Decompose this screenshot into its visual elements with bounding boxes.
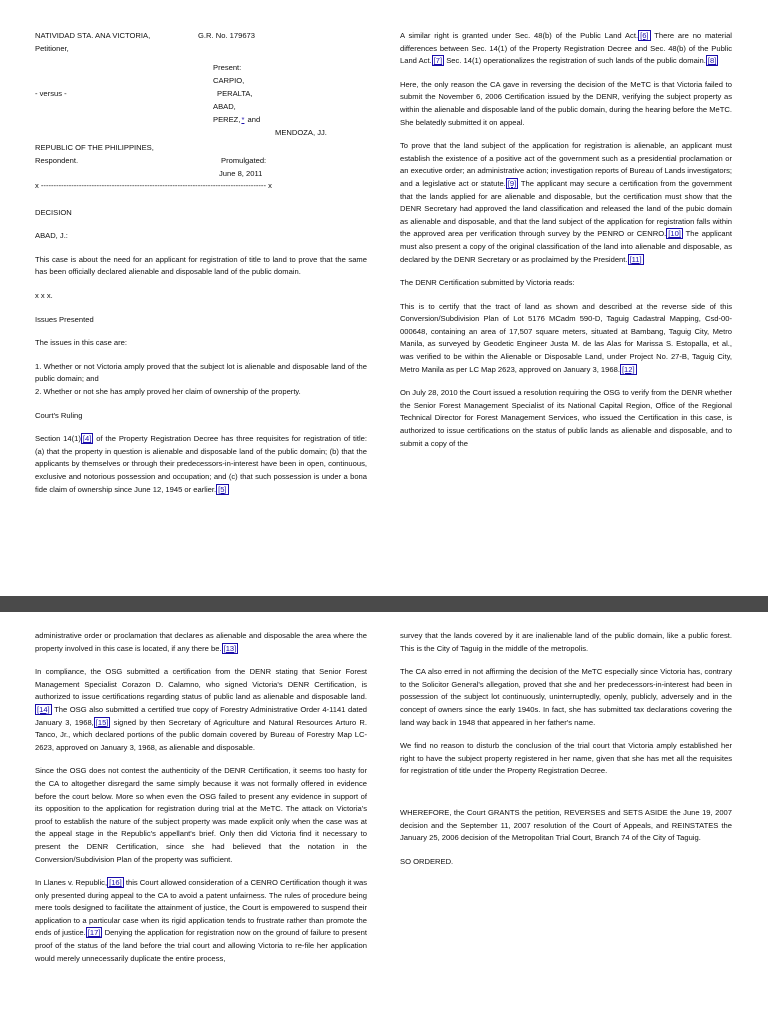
survey-paragraph: survey that the lands covered by it are inalienable land of the public domain, like a public forest. This is the City of Taguig in the middle of the metropolis. [400, 631, 732, 653]
intro-paragraph: This case is about the need for an applicant for registration of title to land to prove that the same has been officially declared alienable and disposable land of the public domain. [35, 254, 367, 277]
and-word: and [247, 115, 261, 124]
llanes-paragraph [35, 877, 367, 965]
justice-mendoza: MENDOZA, JJ. [275, 128, 327, 137]
page2-right-column [400, 630, 732, 879]
justice-abad: ABAD, [213, 102, 236, 111]
decision-heading: DECISION [35, 207, 72, 217]
perez-note-link[interactable]: * [241, 115, 245, 124]
footnote-16-link[interactable]: [16] [109, 878, 122, 888]
caption-divider: x ----------------------------------------------------------------------------------------- x [35, 181, 272, 190]
para-text: Denying the application for registration now on the ground of failure to present proof of the status of the land before the trial court and allowing Victoria to re-file her application would merely unnecessarily duplicate the entire process, [35, 928, 367, 963]
issues-heading: Issues Presented [35, 314, 94, 324]
promulgated-label: Promulgated: [221, 156, 267, 165]
petitioner-label: Petitioner, [35, 44, 69, 53]
para-text: The applicant may secure a certification from the government that the lands applied for are alienable and disposable, but the certification must show that the DENR Secretary had approved the land classification and released the land of the pubic domain as alienable and disposable, and that the land subject of the application for registration falls within the approved area per verification through survey by the PENRO or CENRO. [400, 178, 732, 239]
denr-certification-paragraph [400, 301, 732, 377]
gr-number: G.R. No. 179673 [198, 31, 255, 40]
footnote-10-link[interactable]: [10] [668, 229, 681, 239]
para-text: A similar right is granted under Sec. 48(b) of the Public Land Act. [400, 31, 639, 40]
possession-paragraph: The CA also erred in not affirming the decision of the MeTC especially since Victoria has, contrary to the Solicitor General's allegation, proved that she and her predecessors-in-interest had been in possession of the subject lot continuously, uninterruptedly, openly, publicly, adversely and in the concept of owners since the early 1940s. In fact, she has submitted tax declarations covering the land way back in 1948 that appeared in her father's name. [400, 667, 732, 727]
ruling-text-b: of the Property Registration Decree has three requisites for registration of title: (a) that the property in question is alienable and disposable land of the public domain; (b) that the applicants by themselves or through their predecessors-in-interest have been in open, continuous, exclusive and notorious possession and occupation; and (c) that such possession is under a bona fide claim of ownership since June 12, 1945 or earlier. [35, 434, 367, 494]
issues-intro: The issues in this case are: [35, 338, 128, 348]
issue-2: 2. Whether or not she has amply proved her claim of ownership of the property. [35, 386, 301, 396]
issue-1: 1. Whether or not Victoria amply proved that the subject lot is alienable and disposable land of the public domain; and [35, 361, 367, 384]
admin-order-paragraph [35, 630, 367, 655]
para-text: This is to certify that the tract of land as shown and described at the reverse side of this Conversion/Subdivision Plan of Lot 5176 MCadm 590-D, Taguig Cadastral Mapping, Csd-00-000648, containing an area of 17,507 square meters, situated at Bambang, Taguig City, Metro Manila, as surveyed by Geodetic Engineer Justa M. de las Alas for Marissa S. Estopalla, et al., was verified to be within the Alienable or Disposable Land, under Project No. 27-B, Taguig City, Metro Manila as per LC Map 2623, approved on January 3, 1968. [400, 301, 732, 374]
justice-perez: PEREZ, [213, 115, 241, 124]
footnote-17-link[interactable]: [17] [87, 928, 101, 938]
denr-intro-paragraph: The DENR Certification submitted by Victoria reads: [400, 278, 575, 288]
page1-right-column [400, 30, 732, 461]
ponente: ABAD, J.: [35, 231, 68, 241]
so-ordered: SO ORDERED. [400, 856, 454, 866]
para-text: signed by then Secretary of Agriculture and Natural Resources Arturo R. Tanco, Jr., which declared portions of the public domain covered by Bureau of Forestry Map LC-2623, approved on January 3, 1968, as alienable and disposable. [35, 717, 367, 752]
document-page-2 [0, 612, 768, 1024]
footnote-9-link[interactable]: [9] [507, 178, 517, 188]
footnote-14-link[interactable]: [14] [37, 704, 50, 714]
para-text: The OSG also submitted a certified true copy of Forestry Administrative Order 4-1141 dated January 3, 1968, [35, 704, 367, 727]
justice-perez-line [213, 114, 260, 127]
page1-left-column [35, 30, 367, 507]
authenticity-paragraph: Since the OSG does not contest the authenticity of the DENR Certification, it seems too hasty for the CA to altogether disregard the same simply because it was not formally offered in evidence before the court below. More so when even the OSG failed to present any evidence in support of its opposition to the application for registration during trial at the MeTC. The attack on Victoria's proof to establish the nature of the subject property was made explicit only when the case was at the appeal stage in the Republic's appellant's brief. Only then did Victoria find it necessary to present the DENR Certification, since she had believed that the notation in the Conversion/Subdivision Plan of the property was sufficient. [35, 766, 367, 864]
para-text: administrative order or proclamation that declares as alienable and disposable the area where the property involved in this case is located, if any there be. [35, 631, 367, 653]
para-text: this Court allowed consideration of a CENRO Certification though it was only presented during appeal to the CA to avoid a patent unfairness. The rules of procedure being mere tools designed to facilitate the attainment of justice, the Court is empowered to suspend their application to a particular case when its rigid application tends to frustrate rather than promote the ends of justice. [35, 878, 367, 938]
footnote-5-link[interactable]: [5] [218, 484, 227, 494]
footnote-8-link[interactable]: [8] [707, 56, 717, 66]
ruling-text-a: Section 14(1) [35, 434, 81, 444]
para-text: Sec. 14(1) operationalizes the registration of such lands of the public domain. [444, 56, 706, 66]
para-text: There are no material differences between Sec. 14(1) of the Property Registration Decree and Sec. 48(b) of the Public Land Act. [400, 31, 732, 66]
promulgated-date: June 8, 2011 [219, 169, 263, 178]
footnote-7-link[interactable]: [7] [433, 56, 443, 66]
omission-mark: x x x. [35, 290, 53, 300]
alienable-proof-paragraph [400, 140, 732, 266]
petitioner-name: NATIVIDAD STA. ANA VICTORIA, [35, 31, 151, 40]
para-text: In compliance, the OSG submitted a certification from the DENR stating that Senior Forest Management Specialist Corazon D. Calamno, who signed Victoria's DENR Certification, is authorized to issue certifications regarding status of public land as alienable and disposable land. [35, 667, 367, 702]
para-text: In Llanes v. Republic, [35, 878, 108, 888]
resolution-paragraph: On July 28, 2010 the Court issued a resolution requiring the OSG to verify from the DENR whether the Senior Forest Management Specialist of its National Capital Region, Office of the Regional Technical Director for Forest Management Services, who issued the Certification in this case, is authorized to issue certifications on the status of public lands as alienable and disposable, and to submit a copy of the [400, 388, 732, 448]
ruling-paragraph [35, 433, 367, 496]
respondent-name: REPUBLIC OF THE PHILIPPINES, [35, 143, 154, 152]
versus-label: - versus - [35, 89, 67, 98]
para-text: The applicant must also present a copy of the original classification of the land into alienable and disposable, as declared by the DENR Secretary or as proclaimed by the President. [400, 229, 732, 264]
wherefore-paragraph: WHEREFORE, the Court GRANTS the petition, REVERSES and SETS ASIDE the June 19, 2007 decision and the September 11, 2007 resolution of the Court of Appeals, and REINSTATES the January 25, 2006 decision of the Metropolitan Trial Court, Branch 74 of the City of Taguig. [400, 807, 732, 843]
case-caption [35, 30, 367, 180]
conclusion-paragraph: We find no reason to disturb the conclusion of the trial court that Victoria amply established her right to have the subject property registered in her name, given that she has met all the requisites for registration of title under the Property Registration Decree. [400, 741, 732, 776]
footnote-15-link[interactable]: [15] [95, 717, 109, 727]
justice-carpio: CARPIO, [213, 76, 245, 85]
similar-right-paragraph [400, 30, 732, 68]
compliance-paragraph [35, 666, 367, 754]
respondent-label: Respondent. [35, 156, 79, 165]
footnote-13-link[interactable]: [13] [223, 643, 237, 653]
present-label: Present: [213, 63, 242, 72]
footnote-6-link[interactable]: [6] [640, 31, 649, 40]
ruling-heading: Court's Ruling [35, 410, 83, 420]
page2-left-column [35, 630, 367, 976]
footnote-11-link[interactable]: [11] [629, 254, 642, 264]
footnote-12-link[interactable]: [12] [621, 364, 635, 374]
ca-reason-paragraph: Here, the only reason the CA gave in reversing the decision of the MeTC is that Victoria failed to submit the November 6, 2006 Certification issued by the DENR, verifying the subject property as within the alienable and disposable land of the public domain, during the hearing before the MeTC. She belatedly submitted it on appeal. [400, 79, 732, 127]
para-text: To prove that the land subject of the application for registration is alienable, an applicant must establish the existence of a positive act of the government such as a presidential proclamation or an executive order; an administrative action; investigation reports of Bureau of Lands investigators; and a legislative act or statute. [400, 141, 732, 188]
footnote-4-link[interactable]: [4] [82, 434, 92, 444]
justice-peralta: PERALTA, [217, 89, 253, 98]
